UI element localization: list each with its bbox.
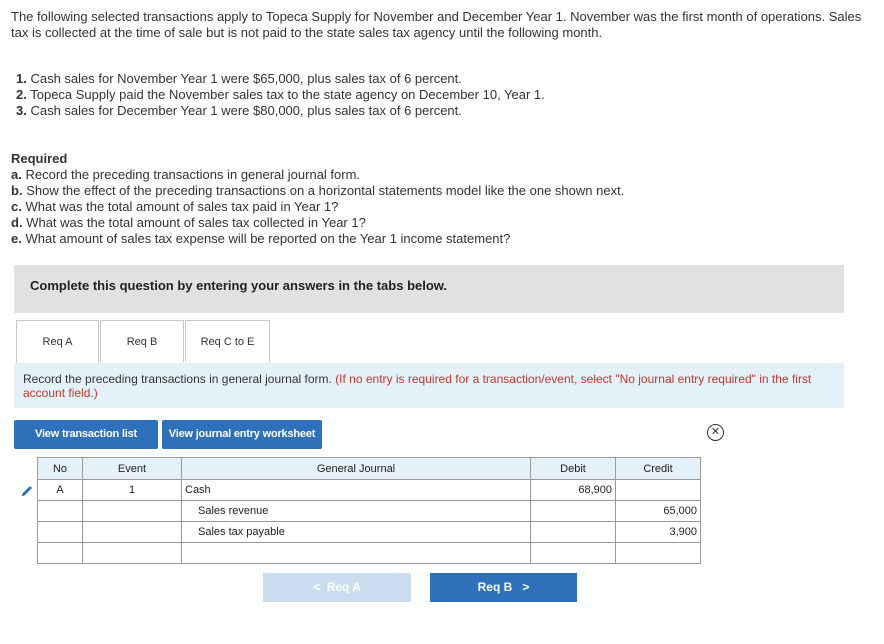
list-item: 1. Cash sales for November Year 1 were $65,000, plus sales tax of 6 percent. <box>16 71 462 86</box>
close-icon[interactable]: ✕ <box>707 424 724 441</box>
list-item: d. What was the total amount of sales tax collected in Year 1? <box>11 215 366 230</box>
header-credit: Credit <box>616 458 701 480</box>
table-row[interactable] <box>38 543 701 564</box>
instruction-box <box>14 363 844 408</box>
transaction-list <box>16 71 545 119</box>
cell-credit[interactable] <box>616 543 701 564</box>
header-no: No <box>38 458 83 480</box>
list-item: 3. Cash sales for December Year 1 were $80,000, plus sales tax of 6 percent. <box>16 103 462 118</box>
next-req-b-button[interactable] <box>430 573 577 602</box>
cell-credit[interactable]: 3,900 <box>616 522 701 543</box>
tab-req-a[interactable]: Req A <box>16 320 99 364</box>
cell-debit[interactable] <box>531 522 616 543</box>
prev-req-a-button[interactable] <box>263 573 411 602</box>
problem-intro: The following selected transactions apply to Topeca Supply for November and December Year 1. November was the first month of operations. Sales tax is collected at the time of sale but is not paid to the state sales tax agency until the following month. <box>11 9 862 40</box>
cell-account[interactable]: Cash <box>182 480 531 501</box>
banner-text: Complete this question by entering your answers in the tabs below. <box>30 278 448 293</box>
cell-account[interactable] <box>182 543 531 564</box>
list-item: c. What was the total amount of sales tax paid in Year 1? <box>11 199 339 214</box>
cell-debit[interactable] <box>531 501 616 522</box>
list-item: 2. Topeca Supply paid the November sales tax to the state agency on December 10, Year 1. <box>16 87 545 102</box>
cell-no: A <box>38 480 83 501</box>
instructions-banner <box>14 265 844 313</box>
cell-credit[interactable]: 65,000 <box>616 501 701 522</box>
tab-req-c-to-e[interactable]: Req C to E <box>185 320 270 362</box>
instruction-text: Record the preceding transactions in general journal form. <box>23 372 332 386</box>
table-row[interactable] <box>38 480 701 501</box>
header-debit: Debit <box>531 458 616 480</box>
instruction-note: (If no entry is required for a transaction/event, select "No journal entry required" in the first account field.) <box>23 372 812 400</box>
cell-event <box>83 543 182 564</box>
required-heading: Required <box>11 151 68 166</box>
cell-debit[interactable]: 68,900 <box>531 480 616 501</box>
tab-req-b[interactable]: Req B <box>100 320 184 362</box>
cell-no <box>38 501 83 522</box>
prev-label: Req A <box>326 580 361 594</box>
next-label: Req B <box>477 580 513 594</box>
cell-credit[interactable] <box>616 480 701 501</box>
table-row[interactable] <box>38 501 701 522</box>
cell-account[interactable]: Sales revenue <box>182 501 531 522</box>
chevron-left-icon: < <box>313 580 321 594</box>
general-journal-table <box>37 457 701 564</box>
list-item: b. Show the effect of the preceding transactions on a horizontal statements model like the one shown next. <box>11 183 625 198</box>
view-journal-entry-worksheet-button[interactable]: View journal entry worksheet <box>162 420 322 449</box>
chevron-right-icon: > <box>522 580 530 594</box>
list-item: e. What amount of sales tax expense will be reported on the Year 1 income statement? <box>11 231 511 246</box>
required-section <box>11 151 624 247</box>
pencil-icon[interactable] <box>20 484 34 498</box>
cell-debit[interactable] <box>531 543 616 564</box>
cell-no <box>38 543 83 564</box>
table-row[interactable] <box>38 522 701 543</box>
cell-event <box>83 522 182 543</box>
list-item: a. Record the preceding transactions in general journal form. <box>11 167 361 182</box>
cell-event: 1 <box>83 480 182 501</box>
cell-event <box>83 501 182 522</box>
cell-no <box>38 522 83 543</box>
header-general-journal: General Journal <box>182 458 531 480</box>
view-transaction-list-button[interactable]: View transaction list <box>14 420 158 449</box>
table-header-row <box>38 458 701 480</box>
cell-account[interactable]: Sales tax payable <box>182 522 531 543</box>
header-event: Event <box>83 458 182 480</box>
